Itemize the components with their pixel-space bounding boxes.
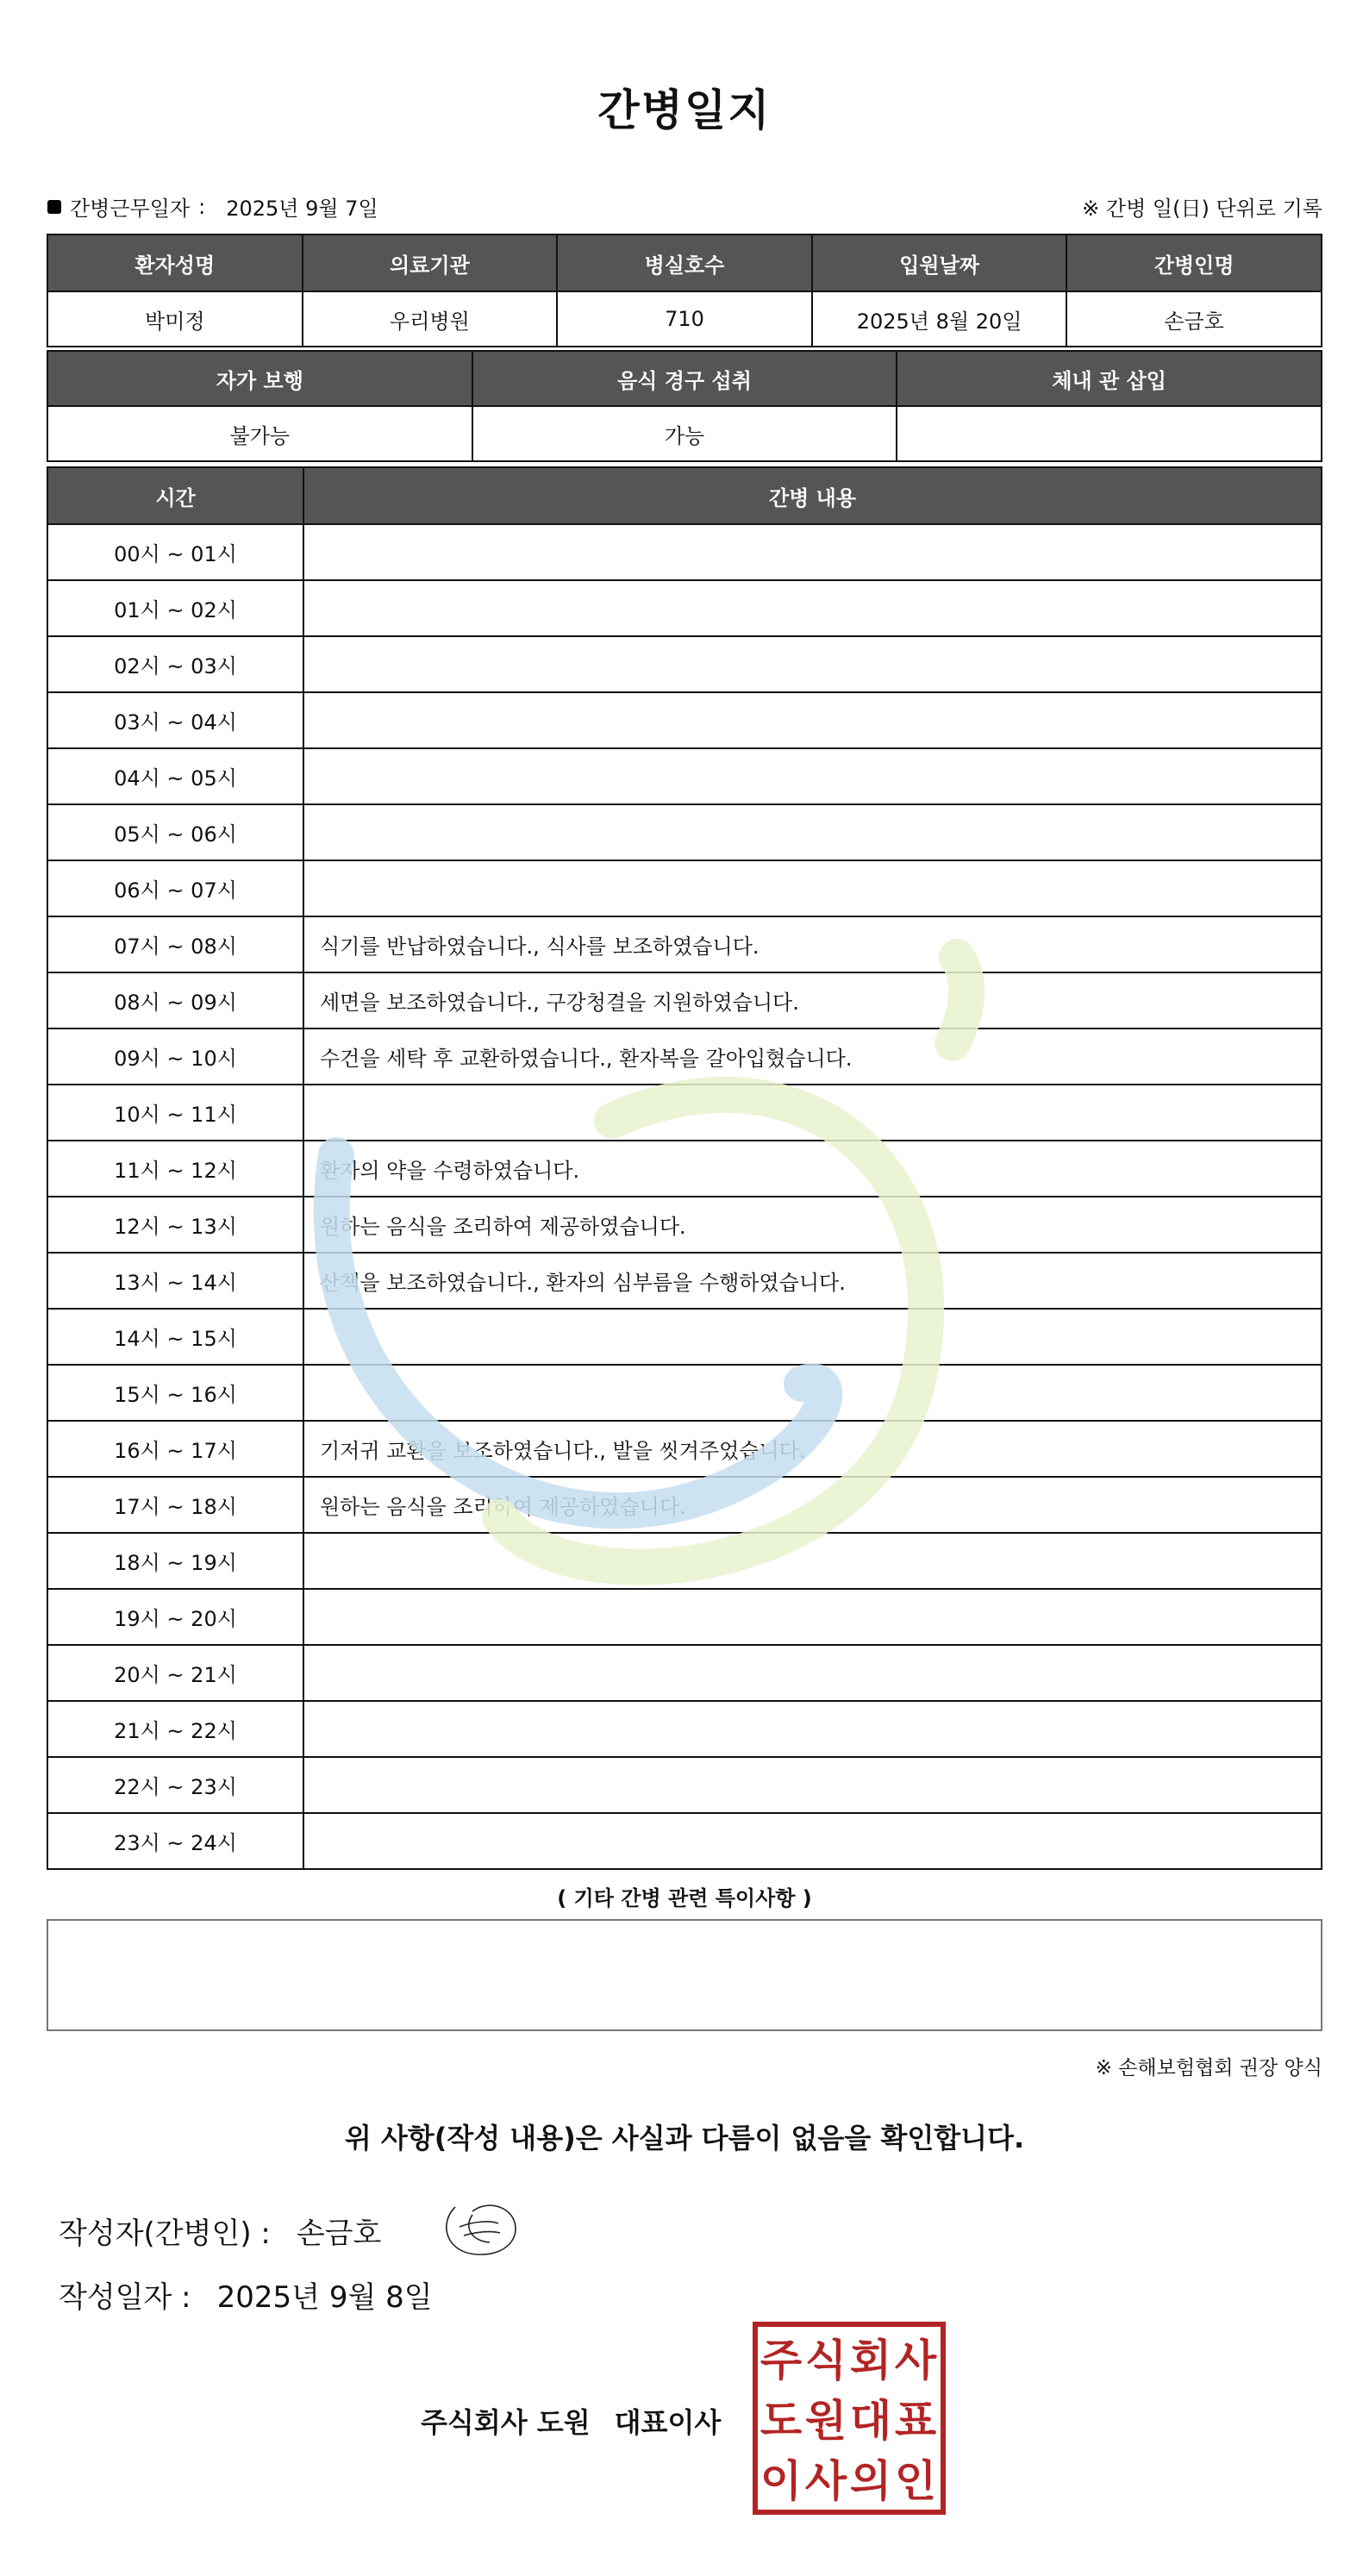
company-row [421,2401,721,2441]
log-time-cell: 23시 ~ 24시 [47,1813,303,1869]
written-date-row [59,2273,433,2316]
header-caregiver: 간병인명 [1066,234,1322,291]
log-time-cell: 13시 ~ 14시 [47,1253,303,1309]
log-time-cell: 07시 ~ 08시 [47,916,303,972]
oral-intake-value: 가능 [472,406,897,461]
log-content-cell [303,748,1322,804]
seal-character: 주 [760,2335,803,2385]
log-time-cell: 02시 ~ 03시 [47,636,303,692]
log-row [47,1197,1322,1253]
log-time-cell: 08시 ~ 09시 [47,972,303,1029]
header-room: 병실호수 [557,234,812,291]
log-content-cell [303,1309,1322,1365]
log-time-cell: 17시 ~ 18시 [47,1477,303,1533]
log-time-cell: 05시 ~ 06시 [47,804,303,860]
log-content-cell: 기저귀 교환을 보조하였습니다., 발을 씻겨주었습니다. [303,1421,1322,1477]
document-title: 간병일지 [597,85,772,135]
log-row [47,1085,1322,1141]
log-time-cell: 11시 ~ 12시 [47,1141,303,1197]
work-date-value: 2025년 9월 7일 [226,197,378,221]
company-seal-stamp [753,2322,946,2515]
patient-ability-table [47,350,1322,462]
standard-form-note: ※ 손해보험협회 권장 양식 [1095,2057,1322,2079]
log-row [47,748,1322,804]
seal-character: 회 [849,2335,892,2385]
log-content-cell [303,1589,1322,1645]
header-care-content: 간병 내용 [303,467,1322,524]
caregiver-name: 손금호 [1066,291,1322,347]
log-content-cell: 산책을 보조하였습니다., 환자의 심부름을 수행하였습니다. [303,1253,1322,1309]
log-body [47,524,1322,1869]
log-row [47,860,1322,916]
confirmation-statement: 위 사항(작성 내용)은 사실과 다름이 없음을 확인합니다. [344,2122,1025,2154]
header-self-walking: 자가 보행 [47,351,472,406]
log-row [47,1589,1322,1645]
admission-date: 2025년 8월 20일 [812,291,1067,347]
log-header-row [47,467,1322,524]
log-row [47,692,1322,748]
work-date-row [47,191,378,222]
patient-name: 박미정 [47,291,303,347]
log-row [47,1141,1322,1197]
log-row [47,524,1322,580]
writer-row [59,2210,381,2252]
log-row [47,972,1322,1029]
seal-character: 의 [849,2456,892,2506]
header-patient-name: 환자성명 [47,234,303,291]
log-content-cell [303,1645,1322,1701]
work-date-separator: : [198,194,206,219]
special-notes-box [47,1919,1322,2031]
log-row [47,1757,1322,1813]
log-time-cell: 15시 ~ 16시 [47,1365,303,1421]
log-content-cell [303,1085,1322,1141]
log-row [47,1645,1322,1701]
log-time-cell: 12시 ~ 13시 [47,1197,303,1253]
seal-character: 대 [849,2396,892,2446]
log-time-cell: 19시 ~ 20시 [47,1589,303,1645]
special-notes-title: ( 기타 간병 관련 특이사항 ) [557,1886,812,1910]
log-row [47,1533,1322,1589]
seal-character: 식 [804,2335,847,2385]
log-time-cell: 01시 ~ 02시 [47,580,303,636]
log-row [47,1421,1322,1477]
log-row [47,1029,1322,1085]
header-time: 시간 [47,467,303,524]
log-content-cell [303,692,1322,748]
log-time-cell: 06시 ~ 07시 [47,860,303,916]
self-walking-value: 불가능 [47,406,472,461]
writer-name: 손금호 [296,2216,382,2251]
log-time-cell: 10시 ~ 11시 [47,1085,303,1141]
header-admission-date: 입원날짜 [812,234,1067,291]
log-content-cell [303,524,1322,580]
log-content-cell [303,1533,1322,1589]
patient-value-row [47,291,1322,347]
log-content-cell: 식기를 반납하였습니다., 식사를 보조하였습니다. [303,916,1322,972]
log-content-cell [303,580,1322,636]
patient-info-table [47,234,1322,347]
log-time-cell: 16시 ~ 17시 [47,1421,303,1477]
log-time-cell: 21시 ~ 22시 [47,1701,303,1757]
seal-character: 인 [894,2456,937,2506]
header-oral-intake: 음식 경구 섭취 [472,351,897,406]
writer-label: 작성자(간병인) : [59,2216,271,2251]
log-time-cell: 00시 ~ 01시 [47,524,303,580]
log-row [47,804,1322,860]
tube-insertion-value [897,406,1322,461]
seal-character: 도 [760,2396,803,2446]
seal-character: 사 [804,2456,847,2506]
seal-character: 원 [804,2396,847,2446]
log-row [47,1309,1322,1365]
log-time-cell: 09시 ~ 10시 [47,1029,303,1085]
log-row [47,636,1322,692]
log-row [47,1253,1322,1309]
log-time-cell: 14시 ~ 15시 [47,1309,303,1365]
log-row [47,1365,1322,1421]
hospital-name: 우리병원 [303,291,558,347]
log-row [47,916,1322,972]
written-date-label: 작성일자 : [59,2280,191,2315]
header-hospital: 의료기관 [303,234,558,291]
log-row [47,1477,1322,1533]
log-row [47,1813,1322,1869]
company-name: 주식회사 도원 [421,2406,591,2439]
seal-character: 사 [894,2335,937,2385]
log-time-cell: 20시 ~ 21시 [47,1645,303,1701]
seal-character: 표 [894,2396,937,2446]
log-content-cell [303,860,1322,916]
log-content-cell: 원하는 음식을 조리하여 제공하였습니다. [303,1477,1322,1533]
log-content-cell [303,804,1322,860]
bullet-square-icon [47,200,61,214]
log-row [47,1701,1322,1757]
log-time-cell: 03시 ~ 04시 [47,692,303,748]
header-tube-insertion: 체내 관 삽입 [897,351,1322,406]
patient-header-row [47,234,1322,291]
company-title: 대표이사 [614,2406,722,2439]
log-content-cell: 세면을 보조하였습니다., 구강청결을 지원하였습니다. [303,972,1322,1029]
log-content-cell [303,636,1322,692]
log-content-cell: 원하는 음식을 조리하여 제공하였습니다. [303,1197,1322,1253]
ability-header-row [47,351,1322,406]
work-date-label: 간병근무일자 [70,197,191,221]
log-content-cell [303,1365,1322,1421]
record-note: ※ 간병 일(日) 단위로 기록 [1082,197,1322,221]
log-row [47,580,1322,636]
care-log-table [47,466,1322,1870]
log-content-cell [303,1701,1322,1757]
log-time-cell: 18시 ~ 19시 [47,1533,303,1589]
log-content-cell [303,1813,1322,1869]
signature-image [438,2185,524,2263]
log-content-cell: 환자의 약을 수령하였습니다. [303,1141,1322,1197]
log-content-cell: 수건을 세탁 후 교환하였습니다., 환자복을 갈아입혔습니다. [303,1029,1322,1085]
log-time-cell: 22시 ~ 23시 [47,1757,303,1813]
seal-character: 이 [760,2456,803,2506]
log-time-cell: 04시 ~ 05시 [47,748,303,804]
log-content-cell [303,1757,1322,1813]
written-date-value: 2025년 9월 8일 [216,2280,433,2315]
room-number: 710 [557,291,812,347]
ability-value-row [47,406,1322,461]
